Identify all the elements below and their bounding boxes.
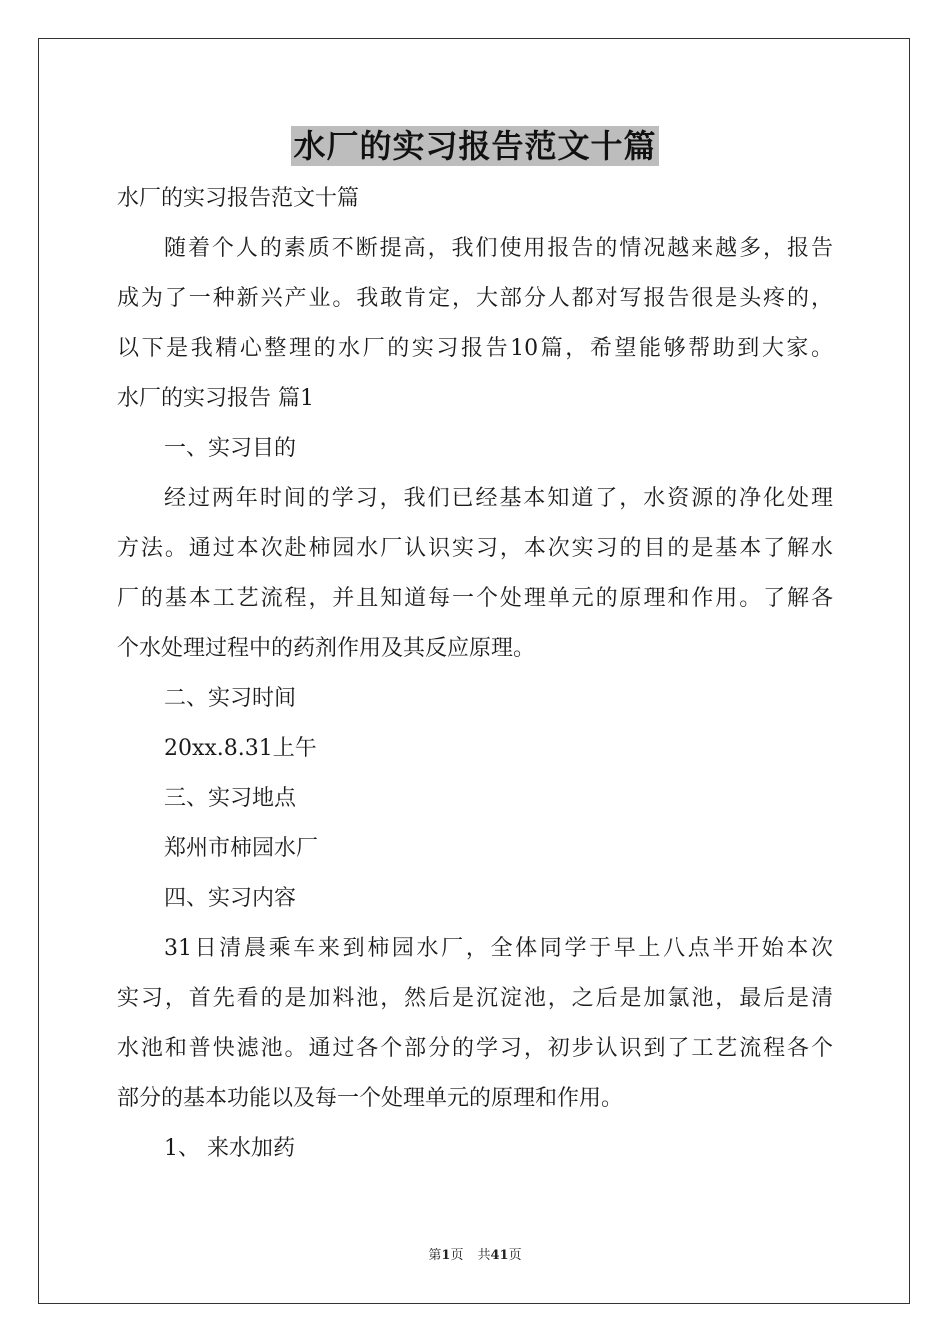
text-line: 个水处理过程中的药剂作用及其反应原理。: [117, 636, 536, 661]
total-prefix: 共: [477, 1248, 491, 1263]
text-line: 方法。通过本次赴柿园水厂认识实习，本次实习的目的是基本了解水: [117, 536, 833, 561]
text-line: 水厂的实习报告 篇1: [117, 386, 314, 411]
text-line: 1、 来水加药: [164, 1136, 295, 1161]
text-line: 20xx.8.31上午: [164, 736, 317, 761]
text-line: 31日清晨乘车来到柿园水厂，全体同学于早上八点半开始本次: [164, 936, 833, 961]
text-line: 水厂的实习报告范文十篇: [117, 186, 360, 211]
text-line: 一、实习目的: [164, 436, 297, 461]
text-line: 郑州市柿园水厂: [164, 836, 319, 861]
text-line: 二、实习时间: [164, 686, 297, 711]
total-suffix: 页: [508, 1248, 522, 1263]
text-line: 部分的基本功能以及每一个处理单元的原理和作用。: [117, 1086, 624, 1111]
text-line: 成为了一种新兴产业。我敢肯定，大部分人都对写报告很是头疼的，: [117, 286, 833, 311]
text-line: 水池和普快滤池。通过各个部分的学习，初步认识到了工艺流程各个: [117, 1036, 833, 1061]
text-line: 三、实习地点: [164, 786, 297, 811]
text-line: 经过两年时间的学习，我们已经基本知道了，水资源的净化处理: [164, 486, 833, 511]
text-line: 随着个人的素质不断提高，我们使用报告的情况越来越多，报告: [164, 236, 833, 261]
text-line: 四、实习内容: [164, 886, 297, 911]
title-container: [0, 126, 950, 166]
text-line: 实习，首先看的是加料池，然后是沉淀池，之后是加氯池，最后是清: [117, 986, 833, 1011]
text-line: 厂的基本工艺流程，并且知道每一个处理单元的原理和作用。了解各: [117, 586, 833, 611]
total-pages: 41: [490, 1248, 509, 1263]
document-body: [117, 182, 833, 1182]
page-number: 1: [441, 1248, 451, 1263]
text-line: 以下是我精心整理的水厂的实习报告10篇，希望能够帮助到大家。: [117, 336, 833, 361]
page-footer: [0, 1247, 950, 1265]
page-suffix: 页: [450, 1248, 464, 1263]
page-prefix: 第: [428, 1248, 442, 1263]
document-title: 水厂的实习报告范文十篇: [293, 127, 657, 165]
